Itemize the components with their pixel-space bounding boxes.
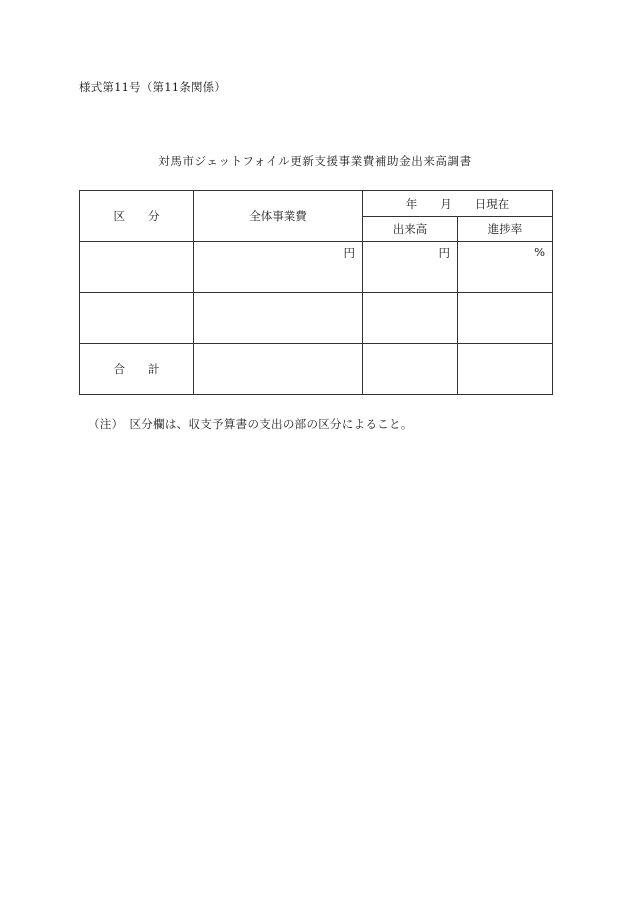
row-category-cell	[80, 242, 194, 293]
row-category-cell	[80, 293, 194, 344]
document-title: 対馬市ジェットフォイル更新支援事業費補助金出来高調書	[158, 154, 472, 168]
header-as-of-date	[363, 191, 553, 217]
header-total-cost-label: 全体事業費	[249, 209, 307, 223]
row-progress-rate-cell	[458, 242, 553, 293]
total-total-cost-cell	[194, 344, 363, 395]
header-as-of-date-label: 年 月 日現在	[405, 196, 510, 211]
header-category-label: 区 分	[113, 209, 160, 223]
total-progress-rate-cell	[458, 344, 553, 395]
header-row-1	[80, 191, 553, 217]
header-progress-rate-label: 進捗率	[487, 222, 523, 236]
table-row	[80, 242, 553, 293]
header-category	[80, 191, 194, 242]
total-completed-amount-cell	[363, 344, 458, 395]
row-completed-amount-cell	[363, 293, 458, 344]
progress-report-table	[79, 190, 553, 395]
completed-amount-unit: 円	[438, 246, 450, 260]
header-progress-rate	[458, 217, 553, 242]
footnote: （注） 区分欄は、収支予算書の支出の部の区分によること。	[88, 417, 413, 431]
total-cost-unit: 円	[343, 246, 355, 260]
table-row	[80, 293, 553, 344]
header-completed-amount	[363, 217, 458, 242]
header-completed-amount-label: 出来高	[392, 222, 428, 236]
progress-rate-unit: %	[534, 245, 545, 259]
row-completed-amount-cell	[363, 242, 458, 293]
row-total-cost-cell	[194, 293, 363, 344]
total-label: 合 計	[113, 362, 160, 376]
total-row	[80, 344, 553, 395]
row-total-cost-cell	[194, 242, 363, 293]
form-number: 様式第11号（第11条関係）	[79, 80, 227, 94]
row-progress-rate-cell	[458, 293, 553, 344]
total-label-cell	[80, 344, 194, 395]
header-total-cost	[194, 191, 363, 242]
